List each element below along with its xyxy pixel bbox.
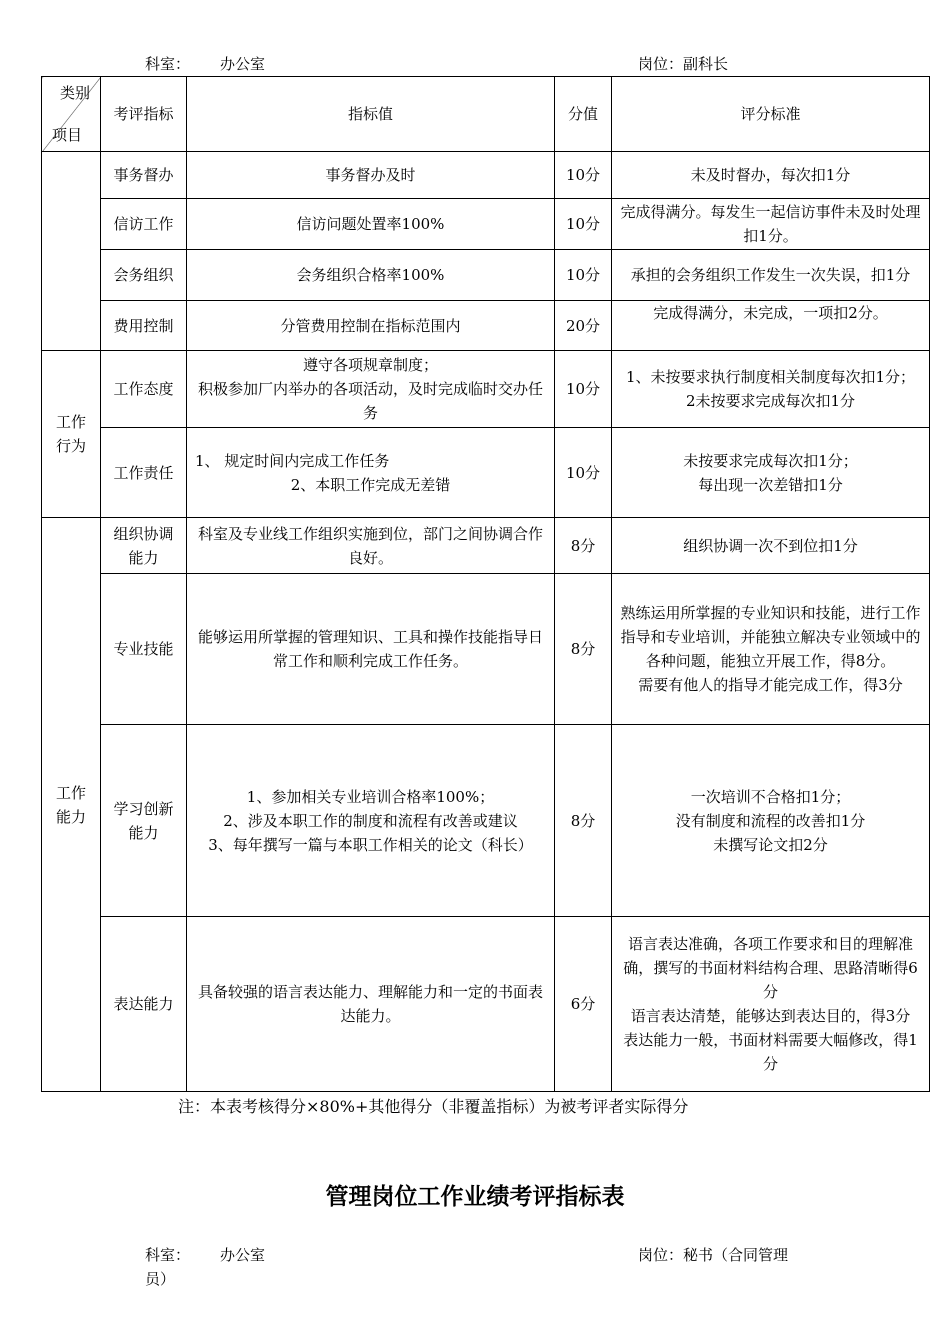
scoring-standard: 未按要求完成每次扣1分； 每出现一次差错扣1分	[612, 428, 930, 518]
scoring-standard: 熟练运用所掌握的专业知识和技能，进行工作指导和专业培训，并能独立解决专业领域中的各种问题，能独立开展工作，得8分。 需要有他人的指导才能完成工作，得3分	[612, 574, 930, 725]
diagonal-header-cell	[42, 77, 101, 152]
table-row	[42, 250, 930, 301]
position-header-2	[638, 1244, 788, 1265]
indicator-score: 6分	[555, 917, 612, 1092]
position-label: 岗位：	[638, 55, 684, 73]
indicator-name: 工作态度	[101, 351, 187, 428]
score-column-header: 分值	[555, 77, 612, 152]
position-value: 副科长	[683, 55, 729, 73]
table-row	[42, 518, 930, 574]
item-corner-label: 项目	[52, 126, 83, 144]
indicator-value: 具备较强的语言表达能力、理解能力和一定的书面表达能力。	[187, 917, 555, 1092]
position-value: 秘书（合同管理	[683, 1246, 789, 1264]
scoring-standard: 承担的会务组织工作发生一次失误，扣1分	[612, 250, 930, 301]
indicator-value: 遵守各项规章制度； 积极参加厂内举办的各项活动，及时完成临时交办任务	[187, 351, 555, 428]
scoring-standard: 1、未按要求执行制度相关制度每次扣1分； 2未按要求完成每次扣1分	[612, 351, 930, 428]
table-row	[42, 725, 930, 917]
indicator-value: 1、参加相关专业培训合格率100%； 2、涉及本职工作的制度和流程有改善或建议 3、每年撰写一篇与本职工作相关的论文（科长）	[187, 725, 555, 917]
position-header	[638, 53, 728, 74]
table-footnote: 注：本表考核得分×80%+其他得分（非覆盖指标）为被考评者实际得分	[178, 1097, 689, 1116]
position-label: 岗位：	[638, 1246, 684, 1264]
indicator-score: 10分	[555, 428, 612, 518]
indicator-value: 1、 规定时间内完成工作任务 2、本职工作完成无差错	[187, 428, 555, 518]
position-value-continued: 员）	[145, 1270, 176, 1288]
table-row	[42, 574, 930, 725]
table-row	[42, 917, 930, 1092]
indicator-score: 10分	[555, 199, 612, 250]
indicator-name: 会务组织	[101, 250, 187, 301]
scoring-standard: 完成得满分。每发生一起信访事件未及时处理扣1分。	[612, 199, 930, 250]
scoring-standard: 一次培训不合格扣1分； 没有制度和流程的改善扣1分 未撰写论文扣2分	[612, 725, 930, 917]
indicator-name: 工作责任	[101, 428, 187, 518]
standard-column-header: 评分标准	[612, 77, 930, 152]
section-title: 管理岗位工作业绩考评指标表	[325, 1184, 625, 1210]
group-cell-work-ability: 工作能力	[42, 518, 101, 1092]
indicator-score: 10分	[555, 250, 612, 301]
group-cell-1	[42, 152, 101, 351]
indicator-score: 10分	[555, 351, 612, 428]
indicator-name: 学习创新能力	[101, 725, 187, 917]
table-row	[42, 152, 930, 199]
scoring-standard: 组织协调一次不到位扣1分	[612, 518, 930, 574]
scoring-standard: 完成得满分，未完成，一项扣2分。	[612, 301, 930, 351]
indicator-name: 事务督办	[101, 152, 187, 199]
department-label: 科室：	[145, 1246, 191, 1264]
department-value: 办公室	[220, 1246, 266, 1264]
evaluation-table	[41, 76, 930, 1092]
category-corner-label: 类别	[59, 84, 90, 102]
department-label: 科室：	[145, 55, 191, 73]
table-row	[42, 351, 930, 428]
group-cell-work-behavior: 工作行为	[42, 351, 101, 518]
table-row	[42, 428, 930, 518]
table-row	[42, 199, 930, 250]
indicator-score: 8分	[555, 518, 612, 574]
indicator-name: 专业技能	[101, 574, 187, 725]
indicator-value: 科室及专业线工作组织实施到位，部门之间协调合作良好。	[187, 518, 555, 574]
department-header	[145, 53, 265, 74]
indicator-value: 能够运用所掌握的管理知识、工具和操作技能指导日常工作和顺利完成工作任务。	[187, 574, 555, 725]
value-column-header: 指标值	[187, 77, 555, 152]
indicator-name: 组织协调能力	[101, 518, 187, 574]
department-header-2	[145, 1244, 265, 1265]
department-value: 办公室	[220, 55, 266, 73]
indicator-score: 8分	[555, 574, 612, 725]
scoring-standard: 语言表达准确，各项工作要求和目的理解准确，撰写的书面材料结构合理、思路清晰得6分 语言表达清楚，能够达到表达目的，得3分 表达能力一般，书面材料需要大幅修改，得1分	[612, 917, 930, 1092]
scoring-standard: 未及时督办，每次扣1分	[612, 152, 930, 199]
indicator-value: 会务组织合格率100%	[187, 250, 555, 301]
indicator-name: 费用控制	[101, 301, 187, 351]
indicator-column-header: 考评指标	[101, 77, 187, 152]
indicator-score: 20分	[555, 301, 612, 351]
indicator-value: 分管费用控制在指标范围内	[187, 301, 555, 351]
indicator-score: 8分	[555, 725, 612, 917]
table-header-row	[42, 77, 930, 152]
indicator-name: 表达能力	[101, 917, 187, 1092]
indicator-value: 事务督办及时	[187, 152, 555, 199]
indicator-name: 信访工作	[101, 199, 187, 250]
indicator-score: 10分	[555, 152, 612, 199]
indicator-value: 信访问题处置率100%	[187, 199, 555, 250]
table-row	[42, 301, 930, 351]
